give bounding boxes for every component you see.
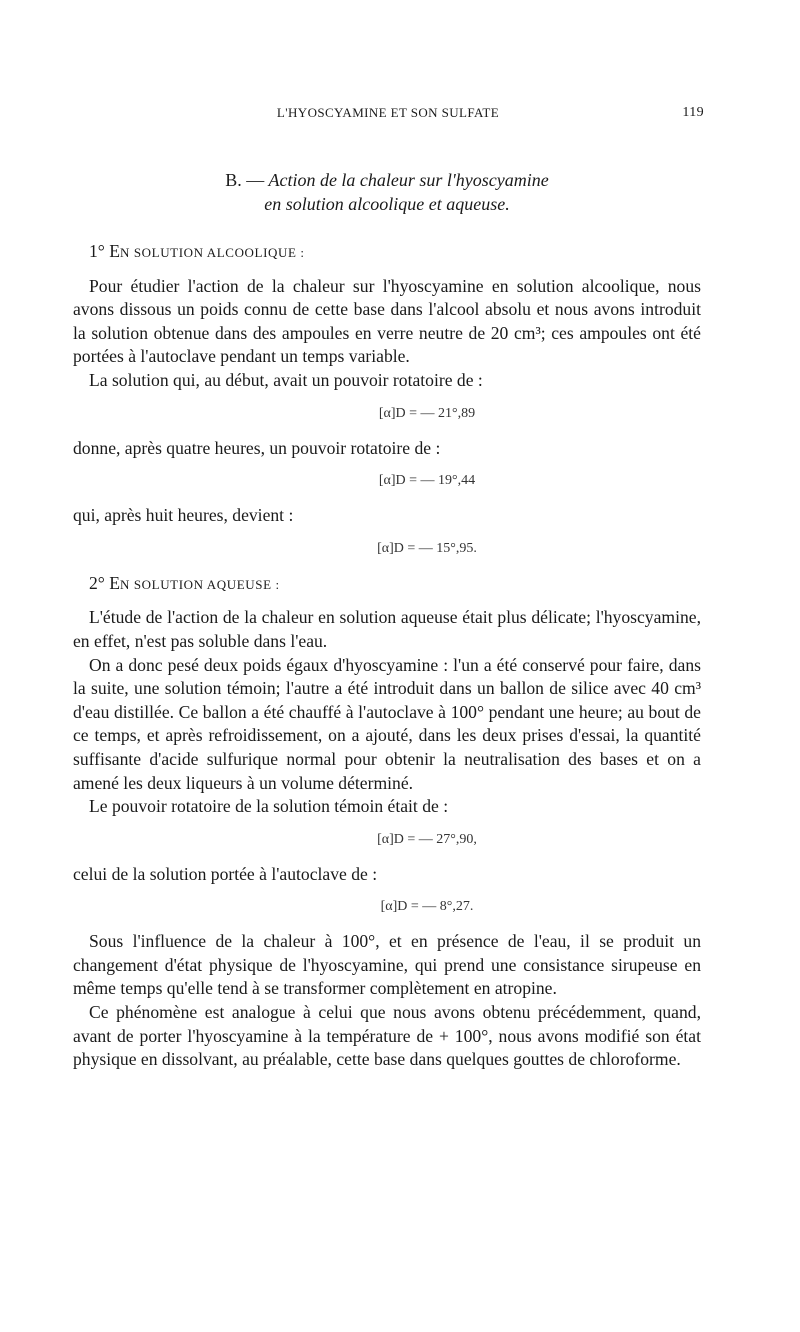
- section-label: B. —: [225, 170, 265, 190]
- paragraph: La solution qui, au début, avait un pouvoir rotatoire de :: [89, 369, 483, 390]
- paragraph: Sous l'influence de la chaleur à 100°, et en présence de l'eau, il se produit un changement d'état physique de l'hyoscyamine, qui prend une consistance sirupeuse en même temps qu'elle tend à se transformer complètement en atropine.: [73, 931, 701, 999]
- page-number: 119: [682, 105, 704, 120]
- formula: [α]D = — 27°,90,: [377, 831, 477, 847]
- paragraph: celui de la solution portée à l'autoclave de :: [73, 863, 378, 884]
- formula: [α]D = — 8°,27.: [380, 899, 474, 915]
- subsection-initial: E: [109, 572, 120, 593]
- page-body: [73, 168, 701, 1072]
- subsection-number: 2°: [89, 572, 105, 593]
- paragraph: qui, après huit heures, devient :: [73, 505, 294, 526]
- running-title: L'HYOSCYAMINE ET SON SULFATE: [276, 105, 500, 120]
- subsection-number: 1°: [89, 241, 105, 261]
- paragraph: Ce phénomène est analogue à celui que nous avons obtenu précédemment, quand, avant de porter l'hyoscyamine à la température de + 100°, nous avons modifié son état physique en dissolvant, au préalable, cette base dans quelques gouttes de chloroforme.: [73, 1002, 701, 1070]
- section-title-line1: Action de la chaleur sur l'hyoscyamine: [268, 170, 549, 190]
- formula: [α]D = — 19°,44: [378, 473, 476, 489]
- subsection-initial: E: [109, 241, 120, 261]
- paragraph: L'étude de l'action de la chaleur en solution aqueuse était plus délicate; l'hyoscyamine, en effet, n'est pas soluble dans l'eau.: [73, 607, 701, 651]
- section-heading: [73, 168, 701, 216]
- formula: [α]D = — 21°,89: [378, 405, 476, 421]
- subsection-heading-aqueous: [89, 572, 701, 597]
- section-title-line2: en solution alcoolique et aqueuse.: [264, 194, 510, 214]
- paragraph: Pour étudier l'action de la chaleur sur l'hyoscyamine en solution alcoolique, nous avons dissous un poids connu de cette base dans l'alcool absolu et nous avons introduit la solution obtenue dans des ampoules en verre neutre de 20 cm³; ces ampoules ont été portées à l'autoclave pendant un temps variable.: [73, 275, 701, 367]
- subsection-title: N SOLUTION ALCOOLIQUE :: [120, 245, 305, 260]
- subsection-heading-alcoholic: [89, 240, 701, 265]
- paragraph: Le pouvoir rotatoire de la solution témoin était de :: [89, 796, 449, 817]
- paragraph: On a donc pesé deux poids égaux d'hyoscyamine : l'un a été conservé pour faire, dans la suite, une solution témoin; l'autre a été introduit dans un ballon de silice avec 40 cm³ d'eau distillée. Ce ballon a été chauffé à l'autoclave à 100° pendant une heure; au bout de ce temps, et après refroidissement, on a ajouté, dans les deux prises d'essai, la quantité suffisante d'acide sulfurique normal pour obtenir la neutralisation des bases et on a amené les deux liqueurs à un volume déterminé.: [73, 654, 701, 793]
- subsection-title: N SOLUTION AQUEUSE :: [120, 576, 280, 592]
- formula: [α]D = — 15°,95.: [377, 540, 477, 556]
- paragraph: donne, après quatre heures, un pouvoir rotatoire de :: [73, 437, 441, 458]
